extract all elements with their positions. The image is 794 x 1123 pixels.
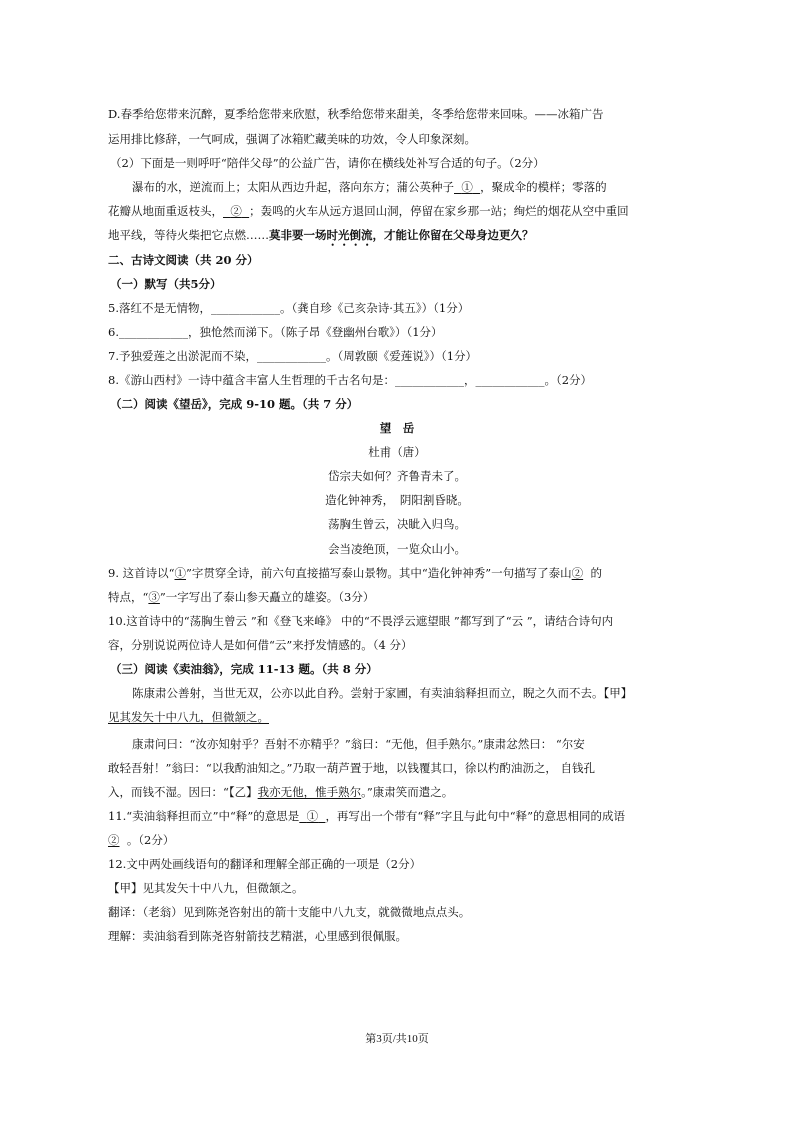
poem-line-3: 荡胸生曾云，决眦入归鸟。 (328, 517, 466, 531)
question-12-understanding: 理解：卖油翁看到陈尧咨射箭技艺精湛，心里感到很佩服。 (108, 929, 407, 943)
passage-line-4: 敢轻吾射！”翁曰：“以我酌油知之。”乃取一葫芦置于地，以钱覆其口，徐以杓酌油沥之， 自钱孔 (108, 761, 596, 775)
question-11-line-1: 11.“卖油翁释担而立”中“释”的意思是 ① ，再写出一个带有“释”字且与此句中“释”的意思相同的成语 (108, 809, 625, 823)
ad-text-line-1: 瀑布的水，逆流而上；太阳从西边升起，落向东方；蒲公英种子 ① ，聚成伞的模样；零落的 (132, 180, 607, 194)
question-9-line-1: 9. 这首诗以“①”字贯穿全诗，前六句直接描写泰山景物。其中“造化钟神秀”一句描写了泰山② 的 (108, 566, 602, 580)
subsection-2-heading: （二）阅读《望岳》，完成 9-10 题。（共 7 分） (110, 397, 359, 411)
passage-line-2: 见其发矢十中八九，但微颔之。 (108, 710, 269, 724)
passage-line-5: 入，而钱不湿。因曰：“【乙】我亦无他，惟手熟尔。”康肃笑而遣之。 (108, 785, 454, 799)
underlined-phrase: 我亦无他，惟手熟尔 (257, 785, 362, 799)
blank-q9-2: ② (571, 566, 584, 580)
poem-author: 杜甫（唐） (368, 445, 426, 459)
question-10-line-2: 容，分别说说两位诗人是如何借“云”来抒发情感的。（4 分） (108, 638, 413, 652)
passage-line-1: 陈康肃公善射，当世无双，公亦以此自矜。尝射于家圃，有卖油翁释担而立，睨之久而不去。【甲】 (132, 686, 633, 700)
question-12-translation: 翻译：（老翁）见到陈尧咨射出的箭十支能中八九支，就微微地点点头。 (108, 905, 471, 919)
section-2-heading: 二、古诗文阅读（共 20 分） (108, 253, 259, 267)
poem-line-1: 岱宗夫如何？齐鲁青未了。 (328, 469, 466, 483)
emphasis-dots: 时光倒流 (326, 228, 373, 242)
question-7: 7.予独爱莲之出淤泥而不染，____________。（周敦颐《爱莲说》）（1分） (108, 349, 478, 363)
subsection-3-heading: （三）阅读《卖油翁》，完成 11-13 题。（共 8 分） (110, 662, 378, 676)
question-10-line-1: 10.这首诗中的“荡胸生曾云 ”和《登飞来峰》 中的“不畏浮云遮望眼 ”都写到了“云 ”，请结合诗句内 (108, 614, 614, 628)
ad-text-line-3: 地平线，等待火柴把它点燃……莫非要一场时光倒流，才能让你留在父母身边更久？ (108, 228, 534, 242)
passage-line-3: 康肃问曰：“汝亦知射乎？吾射不亦精乎？”翁曰：“无他，但手熟尔。”康肃忿然曰： “尔安 (132, 737, 585, 751)
ad-text-line-2: 花瓣从地面重返枝头， ② ；轰鸣的火车从远方退回山洞，停留在家乡那一站；绚烂的烟花从空中重回 (108, 204, 629, 218)
blank-q11-1: ① (306, 809, 319, 823)
page-number: 第3页/共10页 (365, 1033, 429, 1045)
subsection-1-heading: （一）默写（共5分） (110, 277, 222, 291)
question-9-line-2: 特点，“③”一字写出了泰山参天矗立的雄姿。（3分） (108, 590, 375, 604)
poem-line-4: 会当凌绝顶，一览众山小。 (328, 542, 466, 556)
blank-q9-1: ① (174, 566, 187, 580)
option-d-note: 运用排比修辞，一气呵成，强调了冰箱贮藏美味的功效，令人印象深刻。 (108, 132, 476, 146)
blank-q11-2: ② (108, 833, 120, 847)
question-6: 6.____________，独怆然而涕下。（陈子昂《登幽州台歌》）（1分） (108, 325, 443, 339)
question-11-line-2: ② 。（2分） (108, 833, 175, 847)
poem-title: 望 岳 (379, 421, 415, 435)
question-8: 8.《游山西村》一诗中蕴含丰富人生哲理的千古名句是：____________，____________。（2分） (108, 373, 593, 387)
blank-2: ② (230, 204, 242, 218)
question-5: 5.落红不是无情物，____________。（龚自珍《己亥杂诗·其五》）（1分） (108, 301, 470, 315)
question-12-jia: 【甲】见其发矢十中八九，但微颔之。 (108, 881, 304, 895)
question-2-prompt: （2）下面是一则呼吁“陪伴父母”的公益广告，请你在横线处补写合适的句子。（2分） (110, 156, 545, 170)
blank-q9-3: ③ (148, 590, 160, 604)
poem-line-2: 造化钟神秀， 阴阳割昏晓。 (325, 493, 469, 507)
blank-1: ① (461, 180, 473, 194)
question-12: 12.文中两处画线语句的翻译和理解全部正确的一项是（2分） (108, 857, 422, 871)
option-d: D.春季给您带来沉醉，夏季给您带来欣慰，秋季给您带来甜美，冬季给您带来回味。——冰箱广告 (108, 107, 604, 121)
